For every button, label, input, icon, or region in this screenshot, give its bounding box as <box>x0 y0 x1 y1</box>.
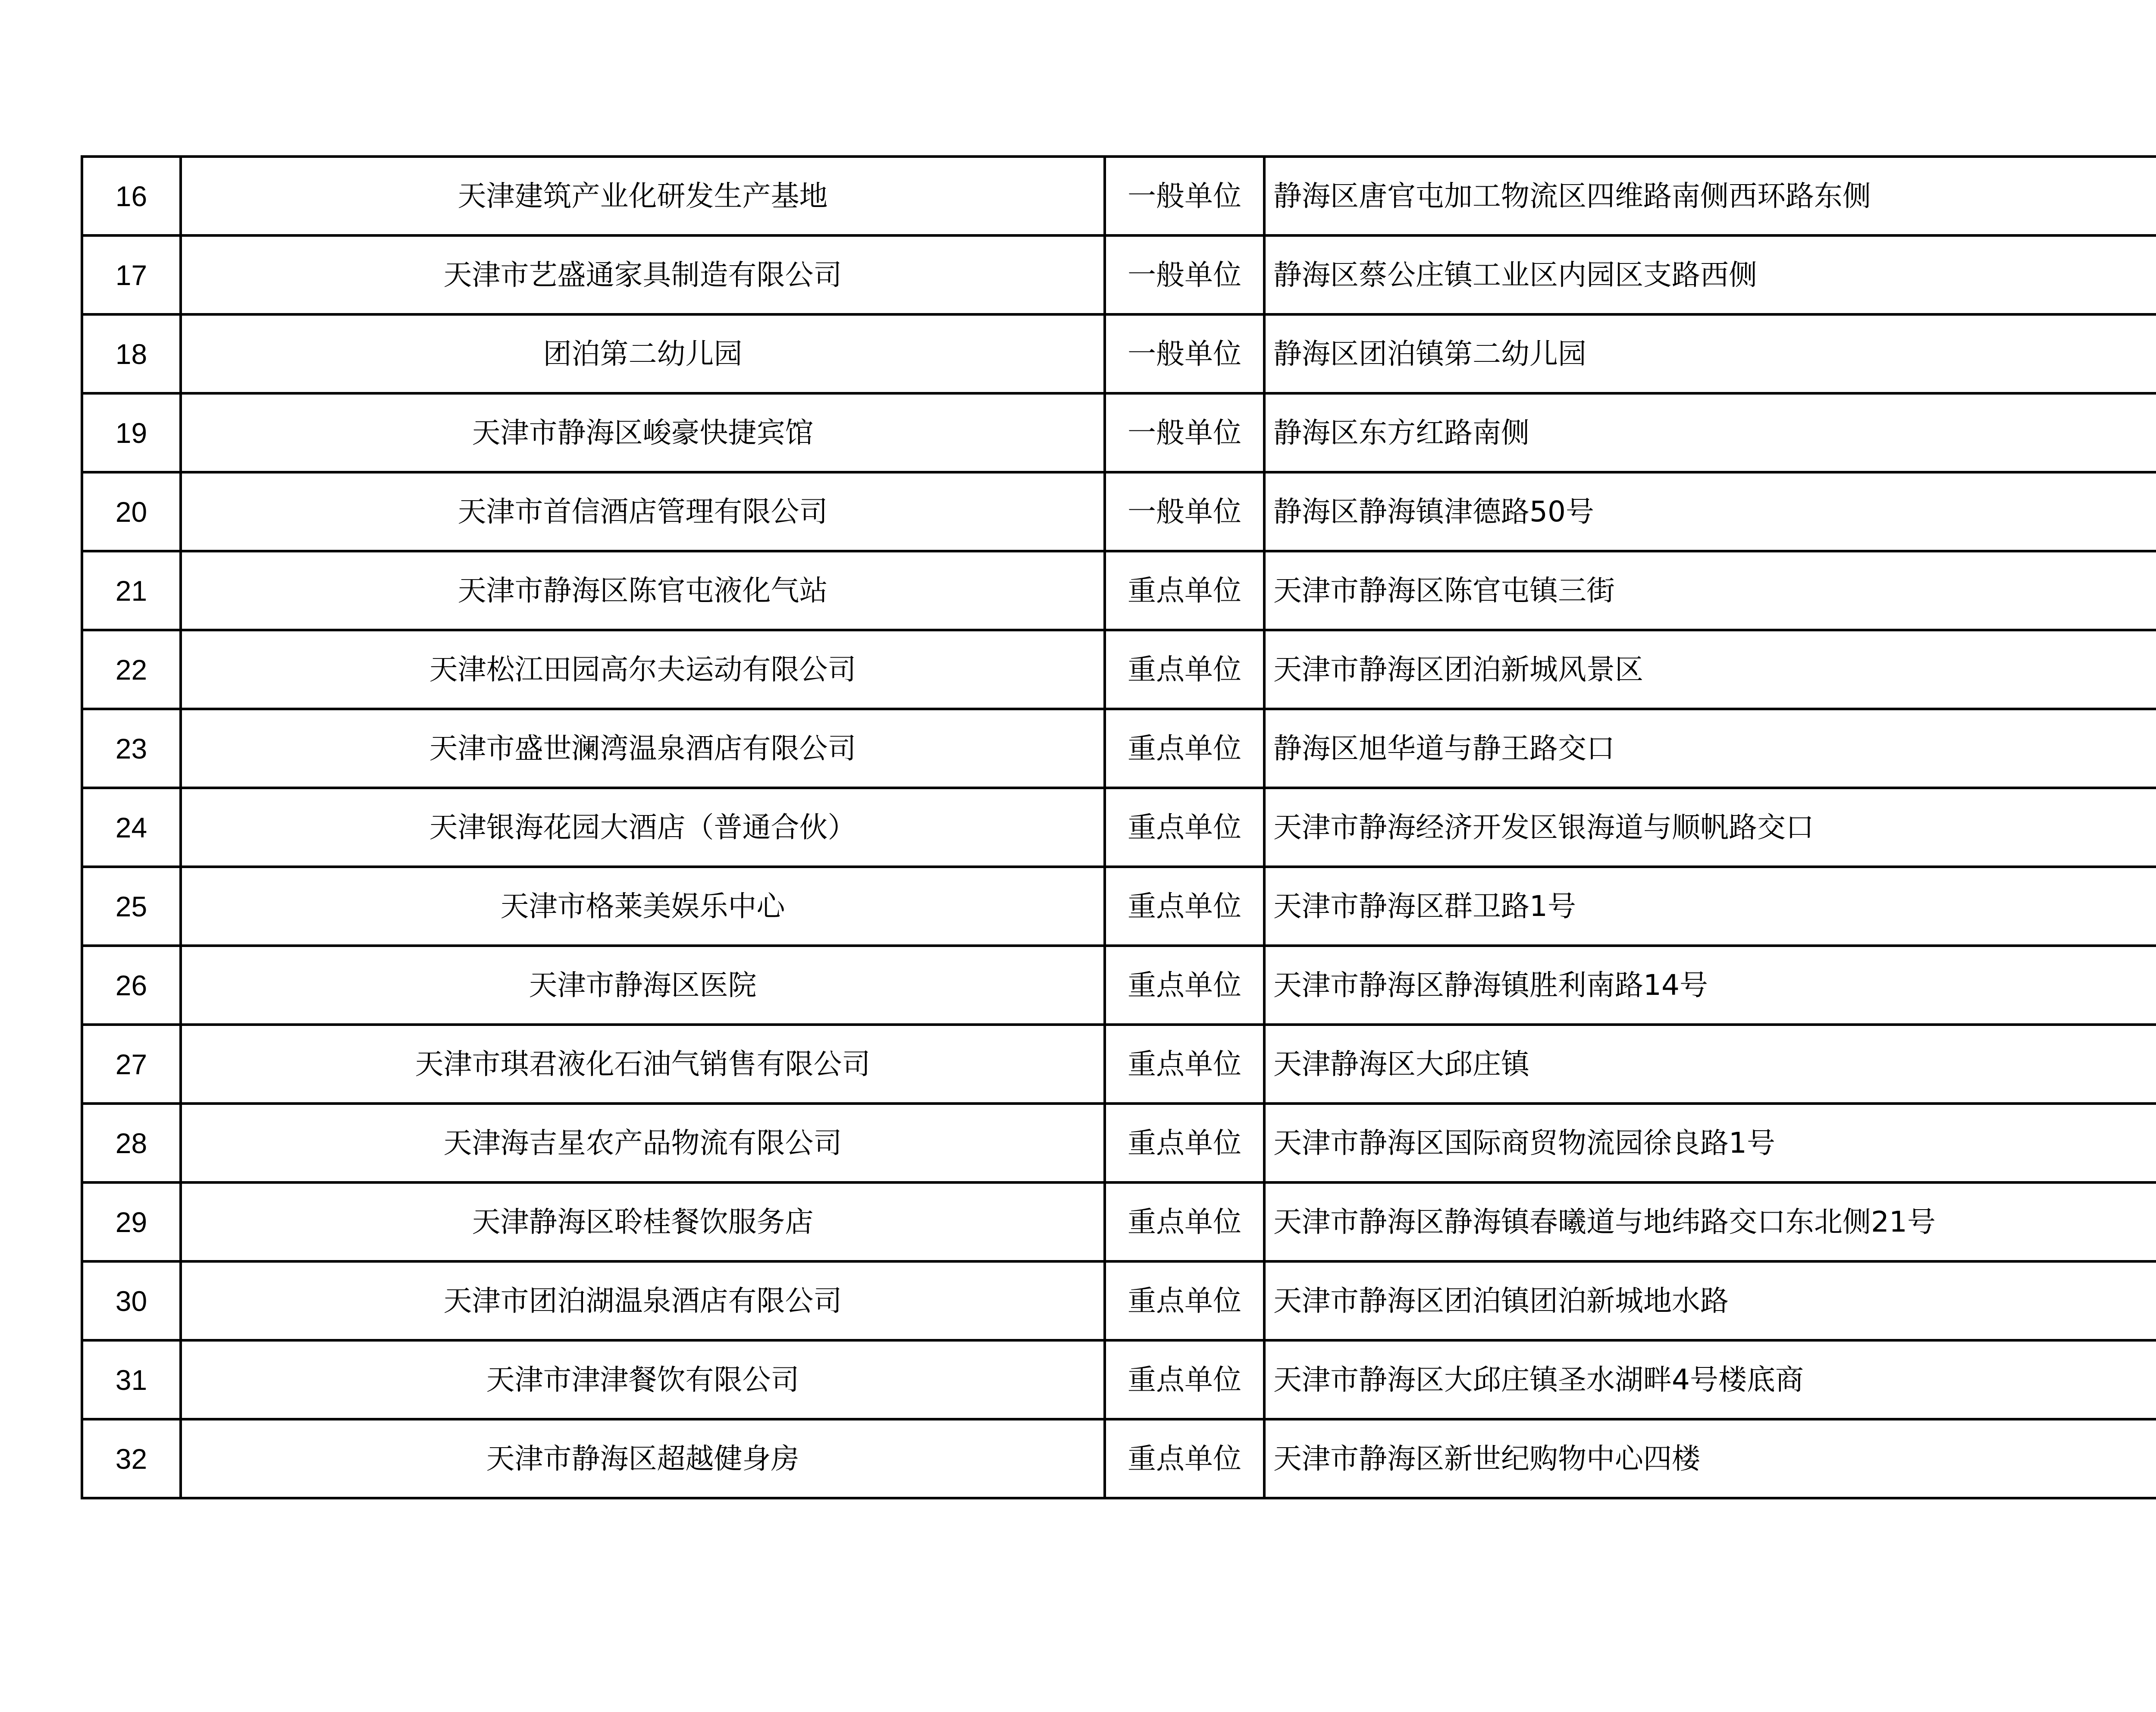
row-number: 28 <box>82 1104 181 1182</box>
unit-level: 重点单位 <box>1105 1104 1264 1182</box>
unit-level: 重点单位 <box>1105 709 1264 788</box>
unit-level: 重点单位 <box>1105 1419 1264 1498</box>
row-number: 29 <box>82 1182 181 1261</box>
table-row <box>82 788 2156 867</box>
unit-name: 天津建筑产业化研发生产基地 <box>181 157 1105 235</box>
unit-name: 天津市格莱美娱乐中心 <box>181 867 1105 946</box>
unit-address: 天津市静海区静海镇胜利南路14号 <box>1264 946 2156 1025</box>
unit-name: 天津市静海区医院 <box>181 946 1105 1025</box>
table-row <box>82 472 2156 551</box>
table-row <box>82 867 2156 946</box>
row-number: 24 <box>82 788 181 867</box>
unit-name: 天津静海区聆桂餐饮服务店 <box>181 1182 1105 1261</box>
unit-address: 静海区团泊镇第二幼儿园 <box>1264 314 2156 393</box>
unit-level: 一般单位 <box>1105 157 1264 235</box>
document-page <box>81 155 2156 1499</box>
unit-name: 天津市艺盛通家具制造有限公司 <box>181 235 1105 314</box>
unit-address: 天津市静海区团泊镇团泊新城地水路 <box>1264 1261 2156 1340</box>
table-row <box>82 946 2156 1025</box>
unit-level: 一般单位 <box>1105 314 1264 393</box>
unit-name: 天津市静海区陈官屯液化气站 <box>181 551 1105 630</box>
table-row <box>82 630 2156 709</box>
unit-level: 一般单位 <box>1105 472 1264 551</box>
unit-name: 天津市首信酒店管理有限公司 <box>181 472 1105 551</box>
unit-address: 天津市静海区群卫路1号 <box>1264 867 2156 946</box>
unit-address: 静海区蔡公庄镇工业区内园区支路西侧 <box>1264 235 2156 314</box>
table-row <box>82 1104 2156 1182</box>
unit-level: 重点单位 <box>1105 1182 1264 1261</box>
row-number: 27 <box>82 1025 181 1104</box>
row-number: 25 <box>82 867 181 946</box>
unit-address: 静海区旭华道与静王路交口 <box>1264 709 2156 788</box>
unit-level: 重点单位 <box>1105 946 1264 1025</box>
unit-level: 重点单位 <box>1105 551 1264 630</box>
unit-address: 静海区东方红路南侧 <box>1264 393 2156 472</box>
unit-address: 天津市静海区新世纪购物中心四楼 <box>1264 1419 2156 1498</box>
table-row <box>82 235 2156 314</box>
row-number: 32 <box>82 1419 181 1498</box>
table-row <box>82 709 2156 788</box>
unit-address: 天津静海区大邱庄镇 <box>1264 1025 2156 1104</box>
table-row <box>82 314 2156 393</box>
unit-name: 天津市盛世澜湾温泉酒店有限公司 <box>181 709 1105 788</box>
unit-address: 静海区唐官屯加工物流区四维路南侧西环路东侧 <box>1264 157 2156 235</box>
row-number: 20 <box>82 472 181 551</box>
unit-address: 天津市静海经济开发区银海道与顺帆路交口 <box>1264 788 2156 867</box>
row-number: 19 <box>82 393 181 472</box>
unit-address: 天津市静海区静海镇春曦道与地纬路交口东北侧21号 <box>1264 1182 2156 1261</box>
unit-address: 天津市静海区陈官屯镇三街 <box>1264 551 2156 630</box>
table-row <box>82 1419 2156 1498</box>
unit-address: 天津市静海区团泊新城风景区 <box>1264 630 2156 709</box>
unit-level: 重点单位 <box>1105 630 1264 709</box>
unit-level: 重点单位 <box>1105 1340 1264 1419</box>
row-number: 30 <box>82 1261 181 1340</box>
row-number: 21 <box>82 551 181 630</box>
unit-name: 天津银海花园大酒店（普通合伙） <box>181 788 1105 867</box>
row-number: 16 <box>82 157 181 235</box>
unit-name: 天津市津津餐饮有限公司 <box>181 1340 1105 1419</box>
unit-name: 天津松江田园高尔夫运动有限公司 <box>181 630 1105 709</box>
row-number: 17 <box>82 235 181 314</box>
table-row <box>82 1340 2156 1419</box>
inspection-table-body <box>82 157 2156 1498</box>
table-row <box>82 393 2156 472</box>
row-number: 23 <box>82 709 181 788</box>
unit-level: 一般单位 <box>1105 235 1264 314</box>
unit-address: 天津市静海区大邱庄镇圣水湖畔4号楼底商 <box>1264 1340 2156 1419</box>
unit-level: 重点单位 <box>1105 788 1264 867</box>
unit-name: 天津市静海区超越健身房 <box>181 1419 1105 1498</box>
row-number: 22 <box>82 630 181 709</box>
table-row <box>82 1261 2156 1340</box>
unit-name: 天津市静海区峻豪快捷宾馆 <box>181 393 1105 472</box>
unit-name: 天津市琪君液化石油气销售有限公司 <box>181 1025 1105 1104</box>
unit-name: 天津海吉星农产品物流有限公司 <box>181 1104 1105 1182</box>
unit-address: 静海区静海镇津德路50号 <box>1264 472 2156 551</box>
unit-address: 天津市静海区国际商贸物流园徐良路1号 <box>1264 1104 2156 1182</box>
table-row <box>82 551 2156 630</box>
inspection-table <box>81 155 2156 1499</box>
table-row <box>82 157 2156 235</box>
row-number: 18 <box>82 314 181 393</box>
unit-level: 一般单位 <box>1105 393 1264 472</box>
unit-level: 重点单位 <box>1105 1025 1264 1104</box>
unit-level: 重点单位 <box>1105 1261 1264 1340</box>
row-number: 26 <box>82 946 181 1025</box>
table-row <box>82 1025 2156 1104</box>
unit-level: 重点单位 <box>1105 867 1264 946</box>
row-number: 31 <box>82 1340 181 1419</box>
unit-name: 天津市团泊湖温泉酒店有限公司 <box>181 1261 1105 1340</box>
unit-name: 团泊第二幼儿园 <box>181 314 1105 393</box>
table-row <box>82 1182 2156 1261</box>
